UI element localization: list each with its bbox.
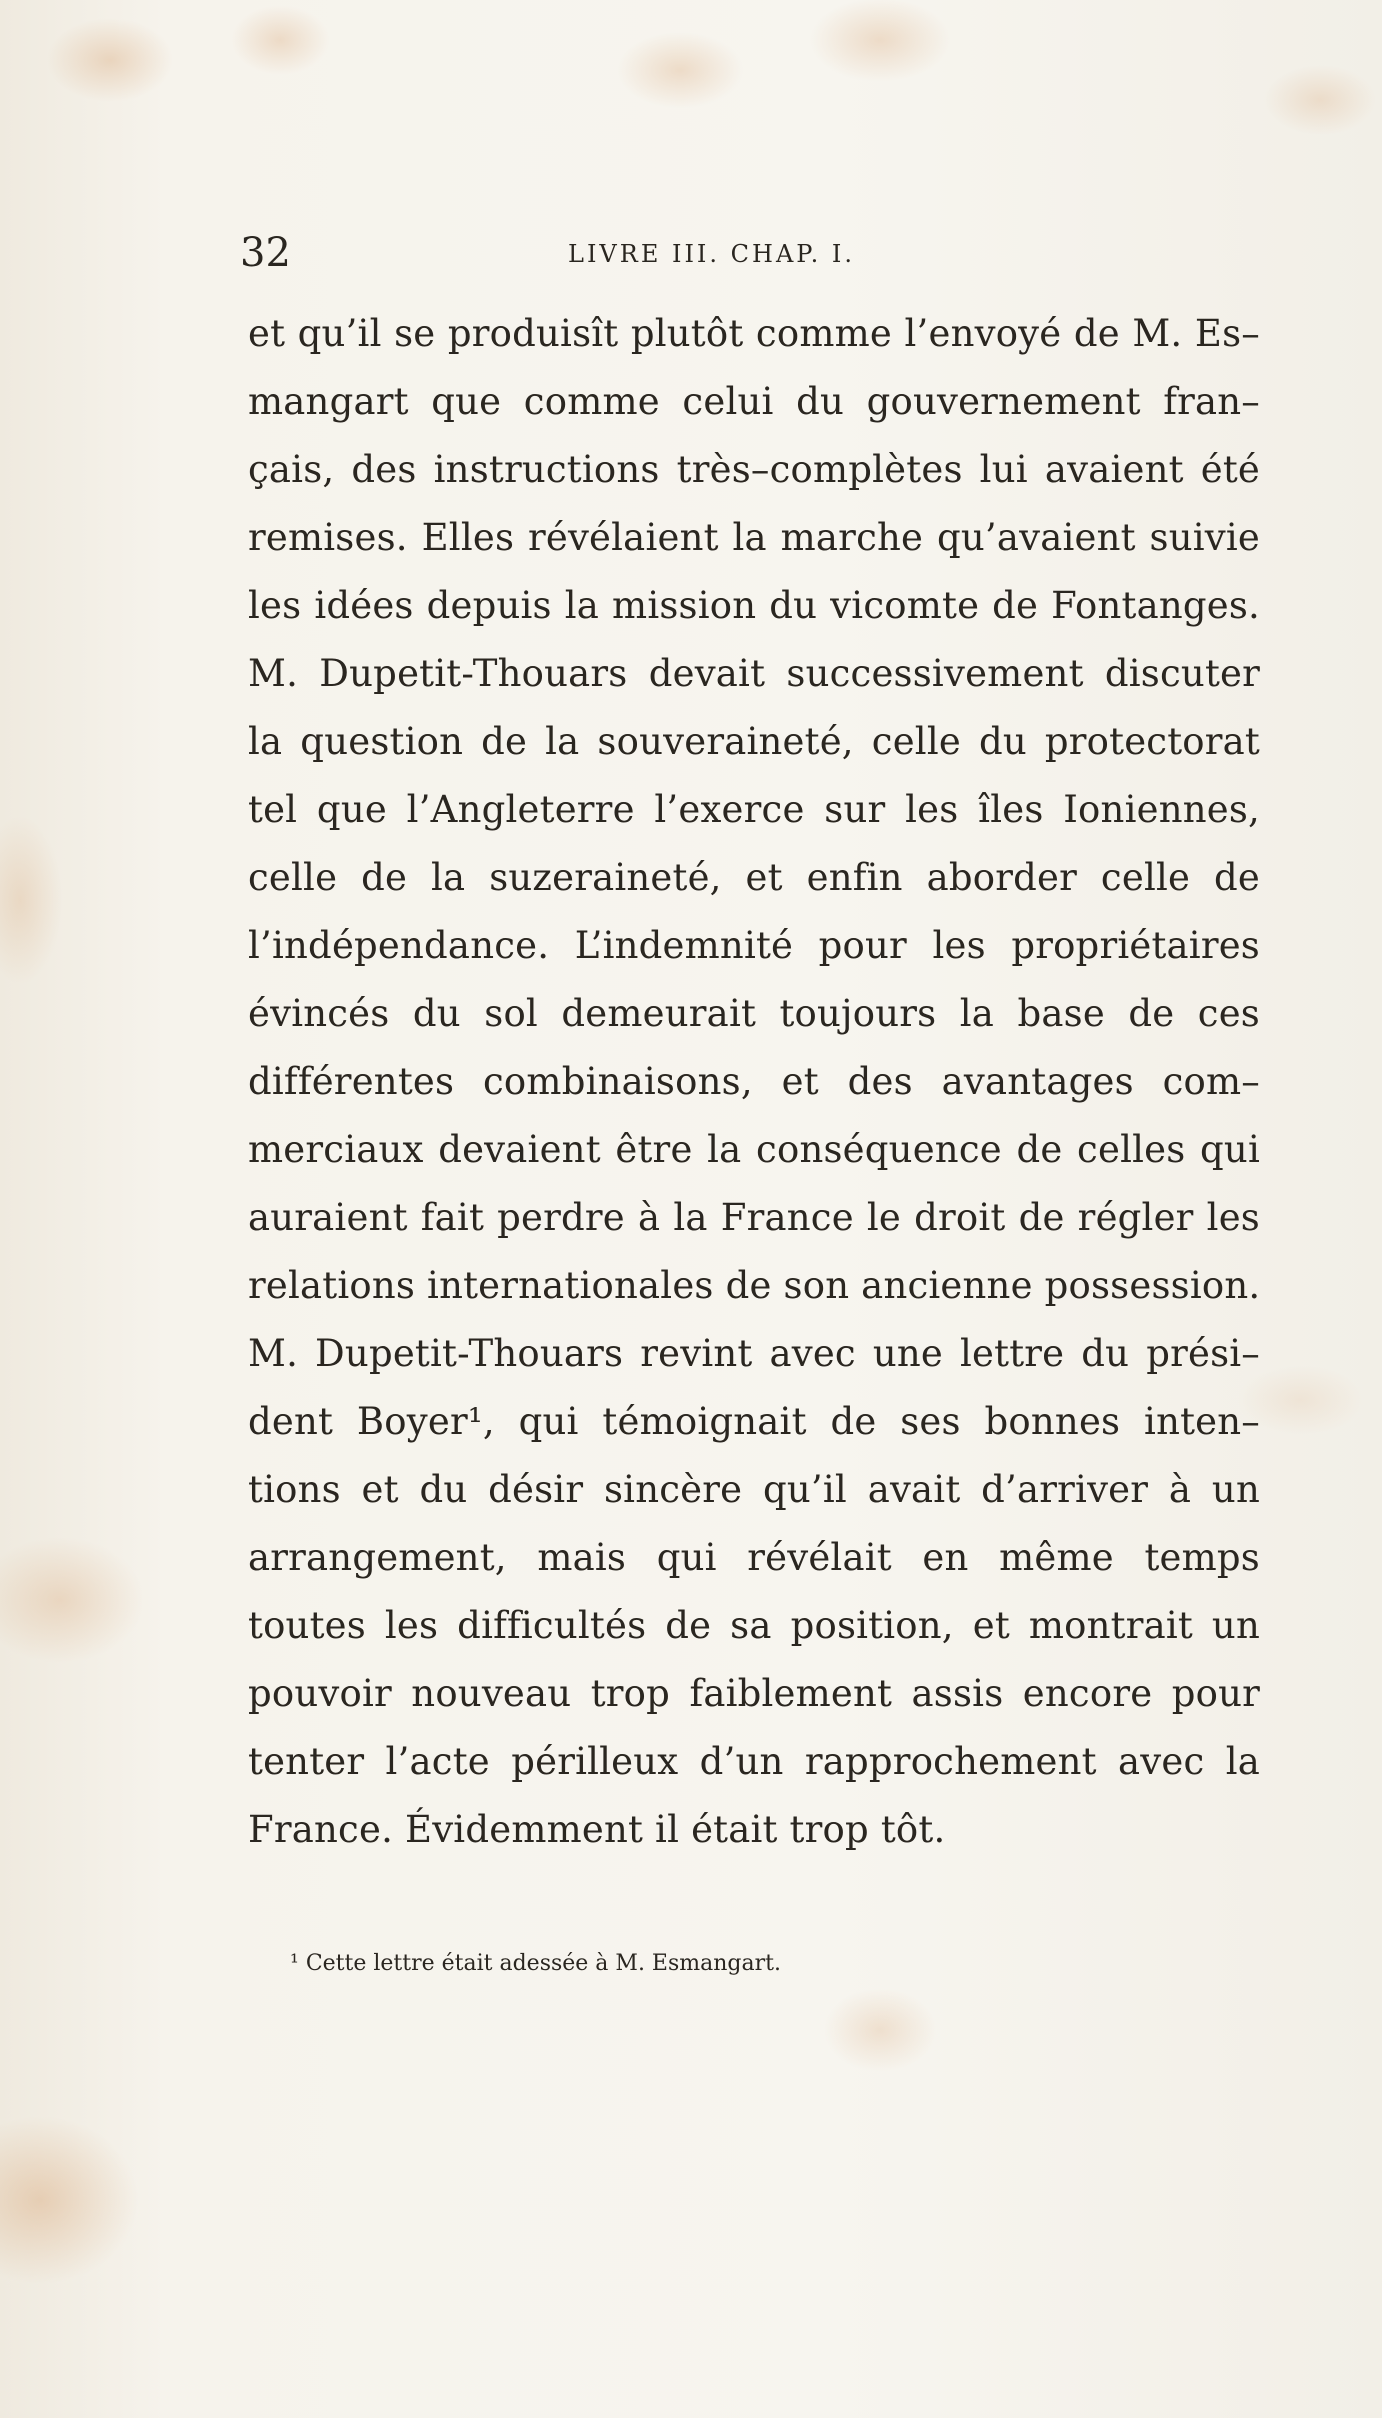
- text-line: tenter l’acte périlleux d’un rapprochement avec la: [248, 1740, 1260, 1783]
- text-line: arrangement, mais qui révélait en même temps: [248, 1536, 1260, 1579]
- text-line: et qu’il se produisît plutôt comme l’envoyé de M. Es–: [248, 312, 1260, 355]
- text-line: M. Dupetit-Thouars devait successivement discuter: [248, 652, 1260, 695]
- text-line: toutes les difficultés de sa position, et montrait un: [248, 1604, 1260, 1647]
- text-line-last: France. Évidemment il était trop tôt.: [248, 1808, 946, 1851]
- text-line: évincés du sol demeurait toujours la base de ces: [248, 992, 1260, 1035]
- body-text: [248, 300, 1260, 1864]
- text-line: la question de la souveraineté, celle du protectorat: [248, 720, 1260, 763]
- text-line: remises. Elles révélaient la marche qu’avaient suivie: [248, 516, 1260, 559]
- text-line: merciaux devaient être la conséquence de celles qui: [248, 1128, 1260, 1171]
- page-header: [240, 228, 1270, 278]
- text-line: relations internationales de son ancienne possession.: [248, 1264, 1261, 1307]
- text-line: tions et du désir sincère qu’il avait d’arriver à un: [248, 1468, 1260, 1511]
- text-line: les idées depuis la mission du vicomte de Fontanges.: [248, 584, 1260, 627]
- text-line: M. Dupetit-Thouars revint avec une lettre du prési–: [248, 1332, 1260, 1375]
- footnote: ¹ Cette lettre était adessée à M. Esmangart.: [290, 1951, 781, 1976]
- text-line: çais, des instructions très–complètes lui avaient été: [248, 448, 1260, 491]
- text-line: différentes combinaisons, et des avantages com–: [248, 1060, 1260, 1103]
- text-line: dent Boyer¹, qui témoignait de ses bonnes inten–: [248, 1400, 1260, 1443]
- text-line: tel que l’Angleterre l’exerce sur les îles Ioniennes,: [248, 788, 1260, 831]
- text-line: pouvoir nouveau trop faiblement assis encore pour: [248, 1672, 1260, 1715]
- text-line: mangart que comme celui du gouvernement fran–: [248, 380, 1260, 423]
- text-line: celle de la suzeraineté, et enfin aborder celle de: [248, 856, 1260, 899]
- running-head: LIVRE III. CHAP. I.: [568, 240, 855, 268]
- text-line: l’indépendance. L’indemnité pour les propriétaires: [248, 924, 1260, 967]
- page-number: 32: [240, 230, 291, 276]
- text-line: auraient fait perdre à la France le droit de régler les: [248, 1196, 1260, 1239]
